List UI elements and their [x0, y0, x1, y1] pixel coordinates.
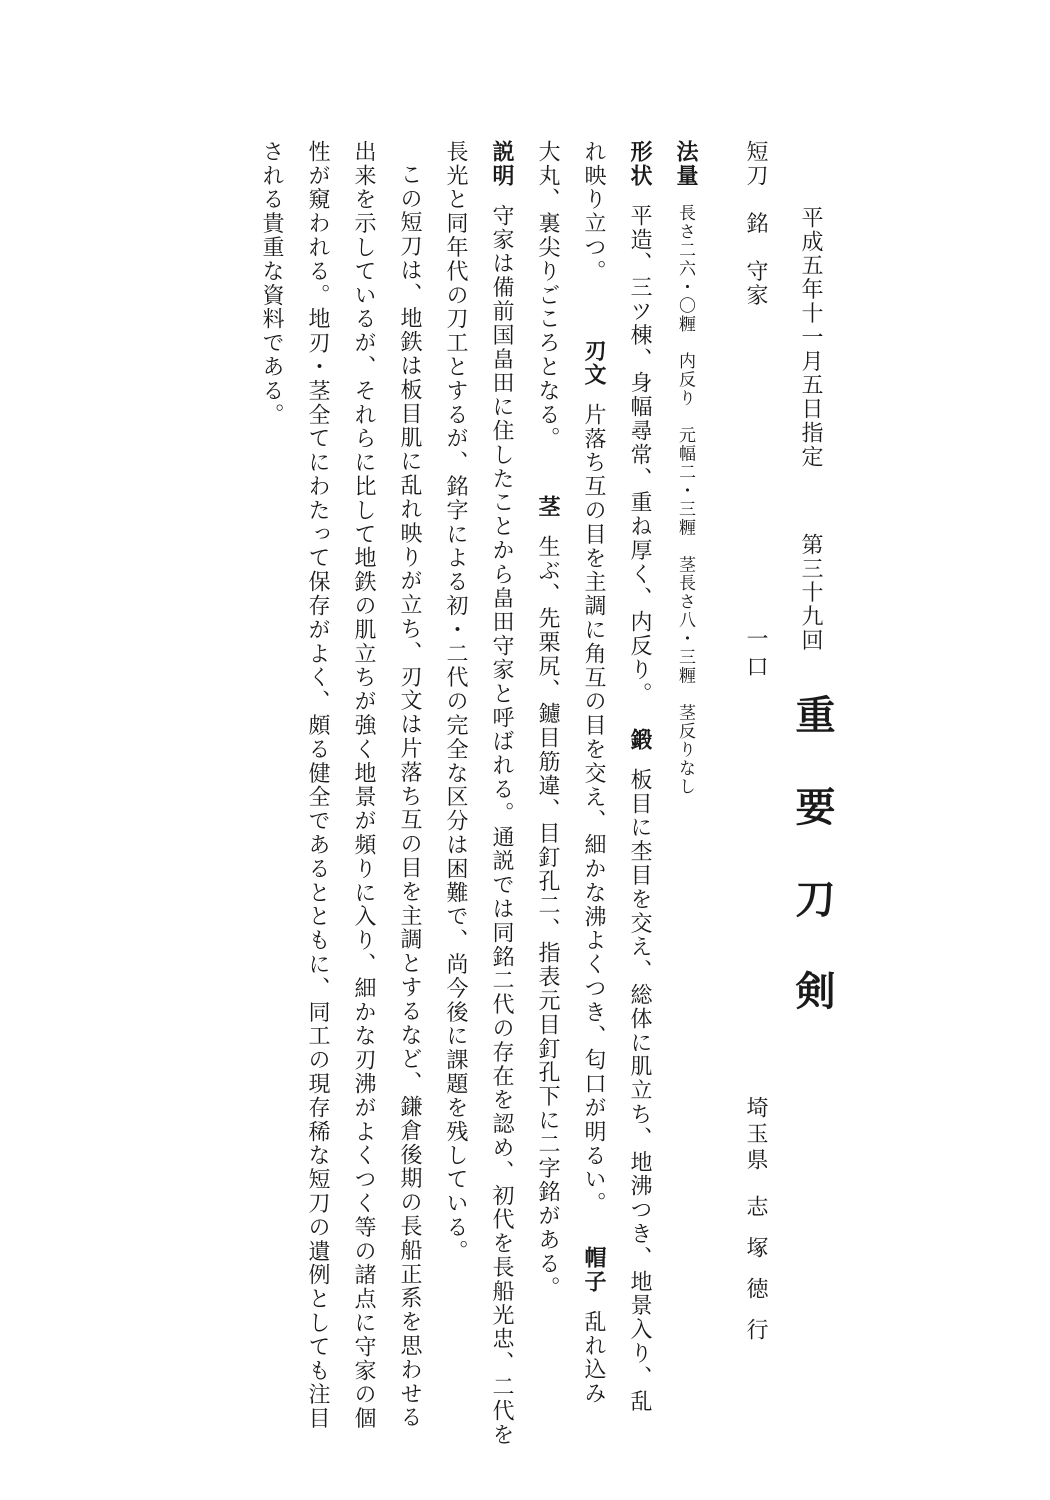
section-label-shape: 形状: [627, 140, 652, 188]
explanation-line-1: [490, 140, 512, 1447]
explanation-text-1: 守家は備前国畠田に住したことから畠田守家と呼ばれる。通説では同銘二代の存在を認め、初代を長船光忠、二代を: [489, 203, 514, 1447]
explanation-line-2: 長光と同年代の刀工とするが、銘字による初・二代の完全な区分は困難で、尚今後に課題を残している。: [443, 140, 468, 1264]
section-label-measurements: 法量: [673, 140, 698, 188]
measurements-text: 長さ二六・〇糎 内反り 元幅二・三糎 茎長さ八・三糎 茎反りなし: [675, 203, 695, 796]
shape-line: [628, 140, 650, 1413]
boshi-text-continued: 大丸、裏尖りごころとなる。: [535, 140, 560, 451]
forging-text-continued: れ映り立つ。: [581, 140, 606, 284]
shape-text: 平造、三ツ棟、身幅尋常、重ね厚く、内反り。: [627, 203, 652, 706]
explanation-line-6: される貴重な資料である。: [259, 140, 284, 427]
item-name: 短刀 銘 守家: [743, 140, 768, 308]
boshi-text: 乱れ込み: [581, 1309, 606, 1406]
session-number: 第三十九回: [798, 533, 823, 653]
section-label-forging: 鍛: [627, 727, 652, 752]
explanation-line-4: 出来を示しているが、それらに比して地鉄の肌立ちが強く地景が頻りに入り、細かな刃沸がよくつく等の諸点に守家の個: [351, 140, 376, 1431]
nakago-text: 生ぶ、先栗尻、鑢目筋違、目釘孔二、指表元目釘孔下に二字銘がある。: [535, 534, 560, 1300]
hamon-text: 片落ち互の目を主調に角互の目を交え、細かな沸よくつき、匂口が明るい。: [581, 403, 606, 1216]
item-count: 一口: [743, 627, 768, 683]
section-label-nakago: 茎: [535, 494, 560, 519]
nakago-line: [536, 140, 558, 1299]
forging-text: 板目に杢目を交え、総体に肌立ち、地沸つき、地景入り、乱: [627, 767, 652, 1413]
explanation-line-5: 性が窺われる。地刃・茎全てにわたって保存がよく、頗る健全であるとともに、同工の現存稀な短刀の遺例としても注目: [305, 140, 330, 1431]
section-label-explanation: 説明: [489, 140, 514, 188]
measurements: [674, 140, 696, 796]
hamon-line: [582, 140, 604, 1405]
section-label-hamon: 刃文: [581, 339, 606, 388]
designation-date: 平成五年十一月五日指定: [798, 206, 823, 469]
explanation-line-3: この短刀は、地鉄は板目肌に乱れ映りが立ち、刃文は片落ち互の目を主調とするなど、鎌倉後期の長船正系を思わせる: [397, 163, 422, 1430]
owner-name: 志塚徳行: [743, 1195, 768, 1359]
owner-prefecture: 埼玉県: [743, 1096, 768, 1174]
section-label-boshi: 帽子: [581, 1245, 606, 1294]
document-title: 重要刀剣: [789, 694, 836, 1062]
